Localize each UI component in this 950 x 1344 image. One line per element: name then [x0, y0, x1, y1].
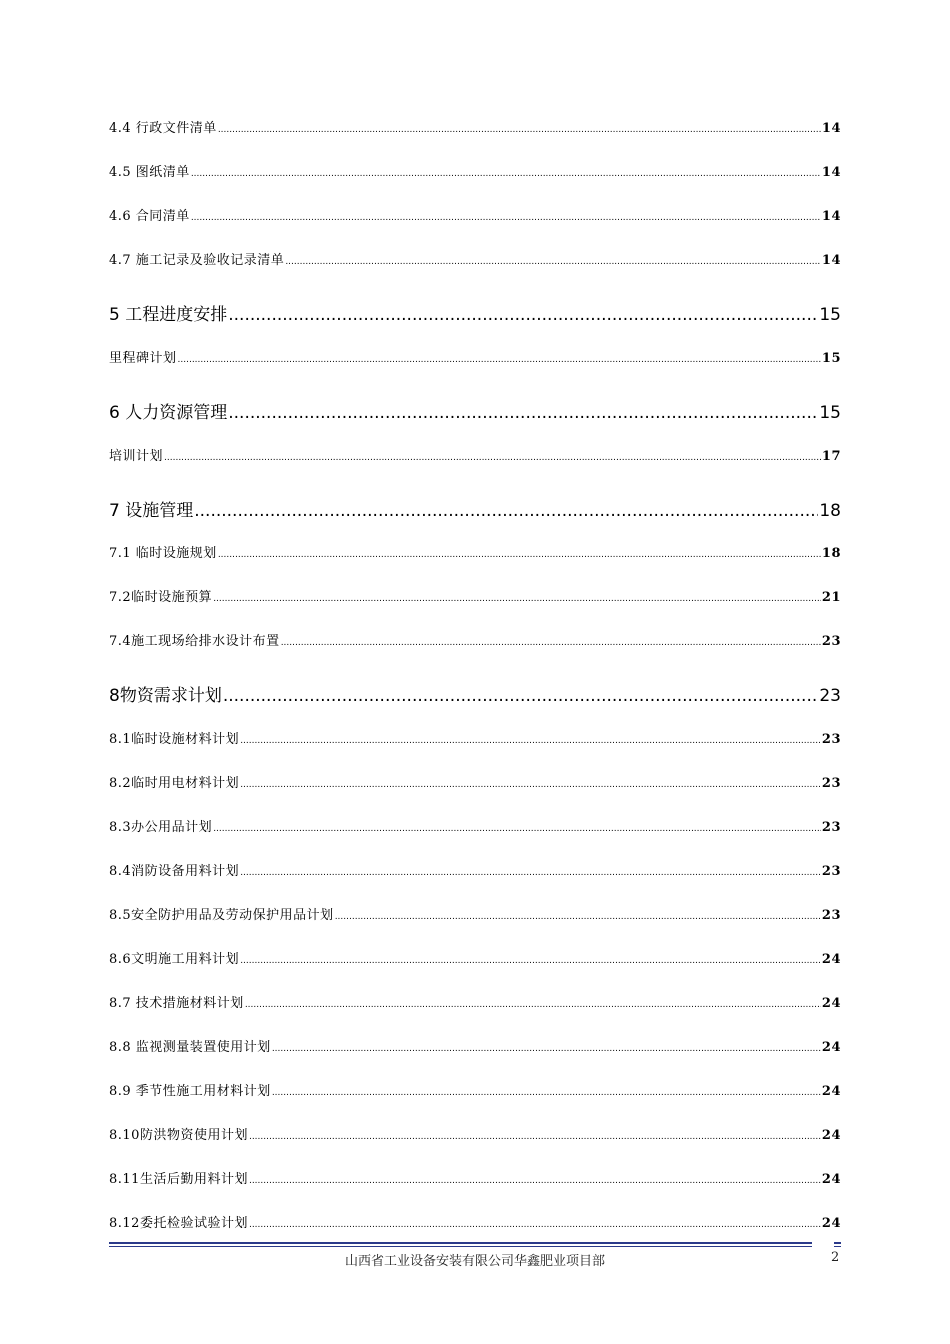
toc-entry[interactable]	[109, 1168, 841, 1187]
toc-entry[interactable]	[109, 117, 841, 136]
toc-leader	[240, 956, 821, 966]
toc-chapter[interactable]	[109, 398, 841, 423]
toc-entry-label: 7.4施工现场给排水设计布置	[109, 634, 280, 649]
toc-leader	[178, 355, 821, 365]
toc-entry[interactable]	[109, 860, 841, 879]
toc-page-number: 23	[821, 908, 841, 923]
toc-page-number: 14	[821, 121, 841, 136]
toc-page-number: 15	[821, 351, 841, 366]
toc-leader	[191, 213, 821, 223]
toc-entry-label: 8.6文明施工用料计划	[109, 952, 240, 967]
toc-page-number: 23	[821, 820, 841, 835]
toc-entry-label: 7.1 临时设施规划	[109, 546, 217, 561]
toc-chapter-label: 8物资需求计划	[109, 686, 222, 706]
toc-leader	[240, 780, 821, 790]
toc-entry[interactable]	[109, 728, 841, 747]
toc-leader	[249, 1176, 821, 1186]
toc-page-number: 14	[821, 209, 841, 224]
toc-entry[interactable]	[109, 445, 841, 464]
toc-leader	[228, 305, 818, 325]
toc-entry[interactable]	[109, 161, 841, 180]
toc-entry[interactable]	[109, 542, 841, 561]
toc-page-number: 23	[821, 864, 841, 879]
toc-entry[interactable]	[109, 1036, 841, 1055]
toc-entry[interactable]	[109, 1124, 841, 1143]
toc-chapter-label: 5 工程进度安排	[109, 305, 228, 325]
toc-page-number: 24	[821, 1128, 841, 1143]
toc-chapter[interactable]	[109, 496, 841, 521]
toc-entry-label: 8.2临时用电材料计划	[109, 776, 240, 791]
toc-entry-label: 8.11生活后勤用料计划	[109, 1172, 248, 1187]
toc-entry[interactable]	[109, 586, 841, 605]
toc-leader	[240, 868, 821, 878]
toc-page-number: 23	[821, 732, 841, 747]
toc-chapter[interactable]	[109, 681, 841, 706]
toc-entry[interactable]	[109, 205, 841, 224]
toc-page-number: 18	[821, 546, 841, 561]
toc-page-number: 21	[821, 590, 841, 605]
toc-entry-label: 4.4 行政文件清单	[109, 121, 217, 136]
toc-chapter-label: 7 设施管理	[109, 501, 194, 521]
toc-page-number: 23	[821, 634, 841, 649]
toc-entry-label: 8.8 监视测量装置使用计划	[109, 1040, 271, 1055]
toc-entry-label: 8.5安全防护用品及劳动保护用品计划	[109, 908, 334, 923]
toc-entry[interactable]	[109, 347, 841, 366]
toc-leader	[223, 686, 819, 706]
footer-divider-short	[834, 1242, 841, 1247]
footer-divider	[109, 1242, 812, 1247]
toc-entry-label: 里程碑计划	[109, 351, 177, 366]
toc-page-number: 14	[821, 253, 841, 268]
toc-leader	[213, 824, 821, 834]
toc-entry-label: 8.3办公用品计划	[109, 820, 213, 835]
toc-entry-label: 4.7 施工记录及验收记录清单	[109, 253, 285, 268]
toc-leader	[249, 1132, 821, 1142]
footer-company: 山西省工业设备安装有限公司华鑫肥业项目部	[344, 1254, 605, 1269]
toc-entry[interactable]	[109, 772, 841, 791]
toc-leader	[194, 501, 818, 521]
toc-leader	[272, 1044, 821, 1054]
toc-page-number: 24	[821, 1216, 841, 1231]
toc-leader	[281, 638, 821, 648]
toc-entry-label: 培训计划	[109, 449, 164, 464]
toc-entry[interactable]	[109, 992, 841, 1011]
toc-entry-label: 8.4消防设备用料计划	[109, 864, 240, 879]
footer-page-number: 2	[831, 1250, 840, 1265]
toc-leader	[228, 403, 818, 423]
toc-leader	[335, 912, 821, 922]
toc-leader	[191, 169, 821, 179]
toc-page-number: 15	[819, 403, 841, 423]
toc-entry-label: 8.7 技术措施材料计划	[109, 996, 244, 1011]
toc-chapter[interactable]	[109, 300, 841, 325]
toc-entry-label: 7.2临时设施预算	[109, 590, 213, 605]
toc-leader	[218, 550, 821, 560]
toc-page-number: 24	[821, 996, 841, 1011]
toc-entry-label: 4.5 图纸清单	[109, 165, 190, 180]
toc-page-number: 24	[821, 1040, 841, 1055]
toc-page-number: 24	[821, 952, 841, 967]
toc-leader	[164, 453, 821, 463]
toc-entry[interactable]	[109, 630, 841, 649]
toc-leader	[272, 1088, 821, 1098]
toc-leader	[285, 257, 821, 267]
toc-entry[interactable]	[109, 249, 841, 268]
toc-leader	[218, 125, 821, 135]
toc-entry[interactable]	[109, 904, 841, 923]
toc-page-number: 15	[819, 305, 841, 325]
toc-page-number: 17	[821, 449, 841, 464]
toc-page-number: 23	[821, 776, 841, 791]
toc-page-number: 23	[819, 686, 841, 706]
toc-leader	[213, 594, 821, 604]
toc-entry-label: 8.10防洪物资使用计划	[109, 1128, 248, 1143]
toc-leader	[249, 1220, 821, 1230]
toc-entry[interactable]	[109, 948, 841, 967]
toc-entry[interactable]	[109, 1080, 841, 1099]
toc-page-number: 24	[821, 1172, 841, 1187]
toc-entry[interactable]	[109, 816, 841, 835]
toc-entry-label: 8.9 季节性施工用材料计划	[109, 1084, 271, 1099]
toc-leader	[245, 1000, 821, 1010]
toc-entry-label: 8.12委托检验试验计划	[109, 1216, 248, 1231]
toc-page-number: 14	[821, 165, 841, 180]
toc-chapter-label: 6 人力资源管理	[109, 403, 228, 423]
toc-entry-label: 8.1临时设施材料计划	[109, 732, 240, 747]
toc-entry-label: 4.6 合同清单	[109, 209, 190, 224]
toc-leader	[240, 736, 821, 746]
toc-page-number: 18	[819, 501, 841, 521]
toc-page-number: 24	[821, 1084, 841, 1099]
toc-entry[interactable]	[109, 1212, 841, 1231]
